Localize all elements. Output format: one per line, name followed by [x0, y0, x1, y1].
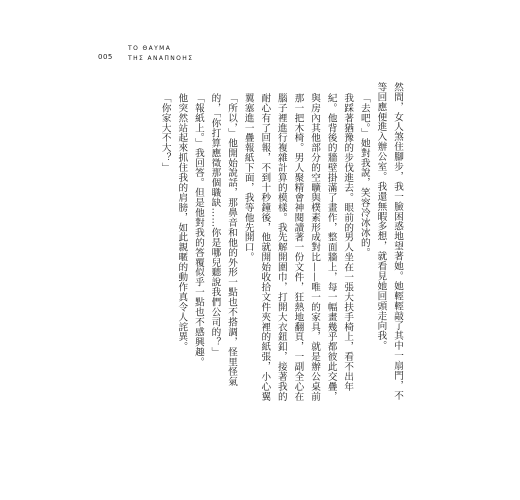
- paragraph: 然間，女人煞住腳步，我一臉困惑地望著她。她輕輕敲了其中一扇門，不等回應便進入辦公室。我還無暇多想，就看見她回頭走向我。: [375, 82, 403, 401]
- paragraph: 「報紙上。」我回答。但是他對我的答覆似乎一點也不感興趣。: [192, 92, 204, 367]
- paragraph: 「你家大不大？」: [159, 92, 171, 173]
- running-header-line-2: ΤΗΣ ΑΝΑΠΝΟΗΣ: [128, 55, 194, 62]
- running-header-line-1: ΤΟ ΘΑΥΜΑ: [128, 45, 172, 52]
- vertical-body-text: [156, 82, 405, 402]
- running-header: [128, 44, 193, 64]
- page-number: 005: [98, 53, 113, 61]
- paragraph: 我踩著猶豫的步伐進去。眼前的男人坐在一張大扶手椅上，看不出年紀。他背後的牆壁掛滿了畫作，整面牆上，每一幅畫幾乎都彼此交疊，與房內其他部分的空曠與樸素形成對比——唯一的家具，就是辦公桌前那一把木椅。男人聚精會神閱讀著一份文件，狂熱地翻頁，一副全心在腦子裡進行複雜計算的模樣。我先解開圍巾，打開大衣鈕釦，接著我的耐心有了回報，不到十秒鐘後，他就開始收拾文件夾裡的紙張，小心翼翼塞進一疊報紙下面，我等他先開口。: [242, 92, 354, 401]
- paragraph: 「去吧。」她對我說，笑容冷冰冰的。: [358, 92, 370, 257]
- paragraph: 「所以，」他開始說話，那鼻音和他的外形一點也不搭調，怪里怪氣的，「你打算應徵那個職缺……你是哪兒聽說我們公司的？」: [209, 92, 238, 387]
- paragraph: 他突然站起來抓住我的肩膀，如此親暱的動作真令人詫異。: [176, 92, 188, 352]
